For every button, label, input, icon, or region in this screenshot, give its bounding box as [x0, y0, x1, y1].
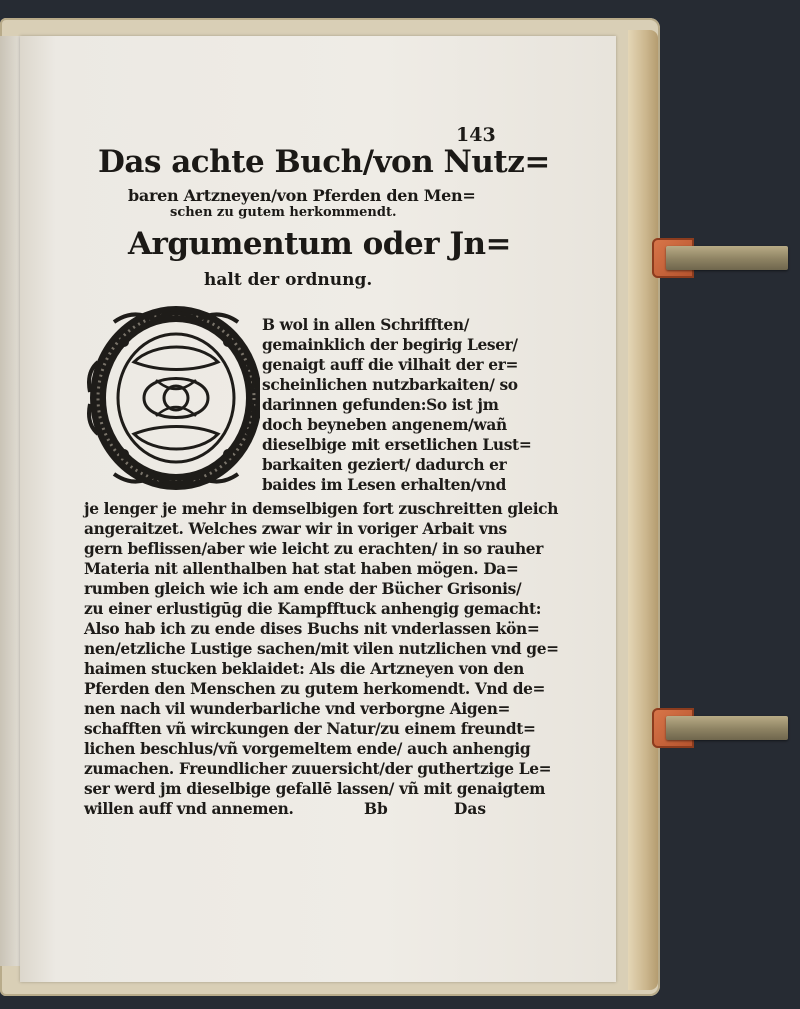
- body-line: zumachen. Freundlicher zuuersicht/der guthertzige Le=: [84, 760, 552, 778]
- body-line: nen nach vil wunderbarliche vnd verborgne Aigen=: [84, 700, 511, 718]
- drop-line: B wol in allen Schrifften/: [262, 316, 469, 334]
- drop-line: doch beyneben angenem/wañ: [262, 416, 507, 434]
- drop-line: scheinlichen nutzbarkaiten/ so: [262, 376, 518, 394]
- drop-line: gemainklich der begirig Leser/: [262, 336, 518, 354]
- body-line: je lenger je mehr in demselbigen fort zuschreitten gleich: [84, 500, 559, 518]
- signature-mark: Bb: [364, 800, 388, 818]
- subheading-line-1: Argumentum oder Jn=: [128, 226, 511, 262]
- body-line: Pferden den Menschen zu gutem herkomendt. Vnd de=: [84, 680, 546, 698]
- decorated-initial: [84, 302, 260, 492]
- body-line: schafften vñ wirckungen der Natur/zu einem freundt=: [84, 720, 536, 738]
- drop-line: barkaiten geziert/ dadurch er: [262, 456, 507, 474]
- upper-clasp-metal: [666, 246, 788, 270]
- body-line: zu einer erlustigūg die Kampfftuck anhengig gemacht:: [84, 600, 542, 618]
- drop-line: darinnen gefunden:So ist jm: [262, 396, 499, 414]
- body-line: ser werd jm dieselbige gefallē lassen/ vñ mit genaigtem: [84, 780, 546, 798]
- body-line: rumben gleich wie ich am ende der Bücher Grisonis/: [84, 580, 522, 598]
- drop-line: baides im Lesen erhalten/vnd: [262, 476, 506, 494]
- upper-clasp[interactable]: [652, 238, 792, 278]
- body-line: Also hab ich zu ende dises Buchs nit vnderlassen kön=: [84, 620, 540, 638]
- left-page-edge: [0, 36, 22, 966]
- body-line: haimen stucken beklaidet: Als die Artzneyen von den: [84, 660, 524, 678]
- page-heading-line-2: baren Artzneyen/von Pferden den Men=: [128, 186, 476, 205]
- page-heading-line-1: Das achte Buch/von Nutz=: [98, 144, 550, 180]
- body-line: angeraitzet. Welches zwar wir in voriger Arbait vns: [84, 520, 507, 538]
- body-line: Materia nit allenthalben hat stat haben mögen. Da=: [84, 560, 519, 578]
- ornament-initial-icon: [84, 302, 260, 492]
- catchword: Das: [454, 800, 486, 818]
- book-fore-edge: [628, 30, 658, 990]
- body-line: lichen beschlus/vñ vorgemeltem ende/ auch anhengig: [84, 740, 531, 758]
- body-line: nen/etzliche Lustige sachen/mit vilen nutzlichen vnd ge=: [84, 640, 559, 658]
- drop-line: dieselbige mit ersetlichen Lust=: [262, 436, 532, 454]
- body-line: gern beflissen/aber wie leicht zu erachten/ in so rauher: [84, 540, 543, 558]
- lower-clasp[interactable]: [652, 708, 792, 748]
- body-line: willen auff vnd annemen.: [84, 800, 294, 818]
- drop-line: genaigt auff die vilhait der er=: [262, 356, 519, 374]
- lower-clasp-metal: [666, 716, 788, 740]
- subheading-line-2: halt der ordnung.: [204, 270, 373, 290]
- page-heading-line-3: schen zu gutem herkommendt.: [170, 205, 397, 220]
- page-number: 143: [456, 124, 496, 146]
